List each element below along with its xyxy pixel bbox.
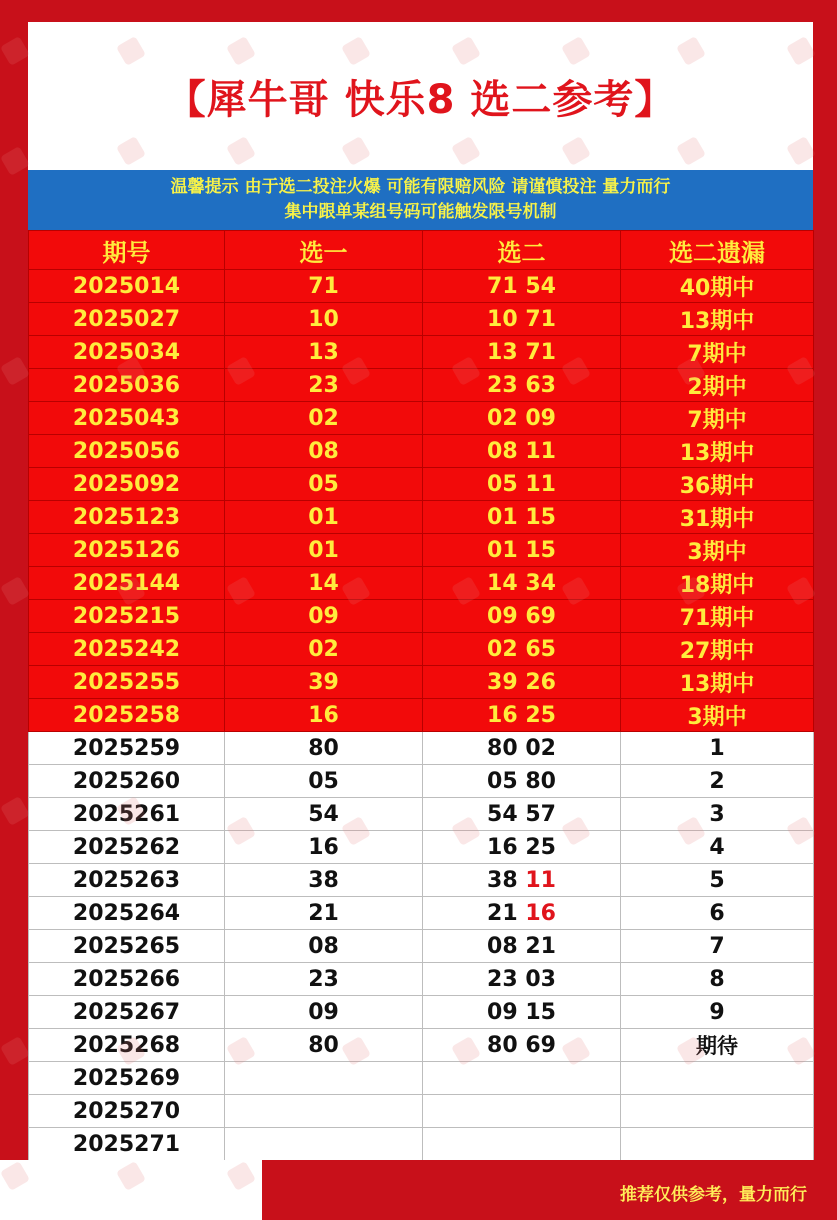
period-cell: 2025056 [29, 435, 225, 468]
page-title: 【犀牛哥 快乐8 选二参考】 [165, 76, 676, 123]
period-cell: 2025264 [29, 897, 225, 930]
miss-cell: 31期中 [621, 501, 814, 534]
miss-cell [621, 1062, 814, 1095]
pick2-first-number: 09 [487, 999, 518, 1025]
pick2-cell: 13 71 [423, 336, 621, 369]
pick1-cell: 01 [225, 501, 423, 534]
pick1-cell [225, 1128, 423, 1161]
pick1-cell: 02 [225, 402, 423, 435]
pick1-cell: 71 [225, 270, 423, 303]
miss-cell: 5 [621, 864, 814, 897]
period-cell: 2025242 [29, 633, 225, 666]
table-row [29, 402, 814, 435]
table-row [29, 963, 814, 996]
table-row [29, 501, 814, 534]
period-cell: 2025043 [29, 402, 225, 435]
pick2-first-number: 23 [487, 966, 518, 992]
pick2-cell [423, 831, 621, 864]
miss-cell: 71期中 [621, 600, 814, 633]
table-row [29, 765, 814, 798]
period-cell: 2025126 [29, 534, 225, 567]
column-header-pick2: 选二 [423, 231, 621, 270]
pick1-cell: 38 [225, 864, 423, 897]
miss-cell: 4 [621, 831, 814, 864]
pick2-second-number: 16 [525, 900, 556, 926]
notice-line-2: 集中跟单某组号码可能触发限号机制 [284, 202, 557, 222]
pick2-first-number: 54 [487, 801, 518, 827]
pick1-cell: 10 [225, 303, 423, 336]
pick2-second-number: 25 [525, 834, 556, 860]
pick1-cell: 09 [225, 600, 423, 633]
miss-cell: 期待 [621, 1029, 814, 1062]
period-cell: 2025255 [29, 666, 225, 699]
pick2-cell [423, 1095, 621, 1128]
miss-cell: 3期中 [621, 699, 814, 732]
table-row [29, 468, 814, 501]
pick2-cell: 14 34 [423, 567, 621, 600]
column-header-pick1: 选一 [225, 231, 423, 270]
frame-right [813, 0, 837, 1220]
pick2-first-number: 80 [487, 735, 518, 761]
period-cell: 2025266 [29, 963, 225, 996]
pick2-cell: 02 09 [423, 402, 621, 435]
pick1-cell: 39 [225, 666, 423, 699]
table-row [29, 435, 814, 468]
period-cell: 2025123 [29, 501, 225, 534]
table-row [29, 1062, 814, 1095]
miss-cell: 40期中 [621, 270, 814, 303]
table-row [29, 1095, 814, 1128]
pick1-cell: 80 [225, 732, 423, 765]
pick2-cell [423, 963, 621, 996]
period-cell: 2025259 [29, 732, 225, 765]
period-cell: 2025267 [29, 996, 225, 1029]
pick1-cell: 16 [225, 699, 423, 732]
pick2-second-number: 11 [525, 867, 556, 893]
period-cell: 2025034 [29, 336, 225, 369]
pick2-cell [423, 1128, 621, 1161]
period-cell: 2025268 [29, 1029, 225, 1062]
column-header-period: 期号 [29, 231, 225, 270]
pick2-cell: 05 11 [423, 468, 621, 501]
period-cell: 2025027 [29, 303, 225, 336]
pick2-cell [423, 864, 621, 897]
pick2-cell [423, 1062, 621, 1095]
pick2-second-number: 57 [525, 801, 556, 827]
table-row [29, 930, 814, 963]
period-cell: 2025258 [29, 699, 225, 732]
pick2-first-number: 38 [487, 867, 518, 893]
column-header-miss: 选二遗漏 [621, 231, 814, 270]
pick2-cell: 01 15 [423, 534, 621, 567]
pick1-cell: 01 [225, 534, 423, 567]
miss-cell: 13期中 [621, 303, 814, 336]
period-cell: 2025014 [29, 270, 225, 303]
pick2-first-number: 05 [487, 768, 518, 794]
pick2-cell: 23 63 [423, 369, 621, 402]
pick1-cell: 16 [225, 831, 423, 864]
period-cell: 2025263 [29, 864, 225, 897]
pick1-cell: 14 [225, 567, 423, 600]
pick1-cell: 08 [225, 435, 423, 468]
miss-cell: 7期中 [621, 402, 814, 435]
table-row [29, 534, 814, 567]
pick2-cell [423, 897, 621, 930]
frame-left [0, 0, 28, 1220]
miss-cell: 36期中 [621, 468, 814, 501]
footer-bar [262, 1160, 837, 1220]
miss-cell: 27期中 [621, 633, 814, 666]
table-row [29, 732, 814, 765]
pick1-cell: 21 [225, 897, 423, 930]
miss-cell: 13期中 [621, 435, 814, 468]
pick2-cell: 10 71 [423, 303, 621, 336]
table-row [29, 633, 814, 666]
table-row [29, 996, 814, 1029]
pick1-cell: 08 [225, 930, 423, 963]
miss-cell [621, 1128, 814, 1161]
miss-cell: 9 [621, 996, 814, 1029]
pick1-cell: 05 [225, 765, 423, 798]
miss-cell: 2 [621, 765, 814, 798]
pick2-cell [423, 996, 621, 1029]
pick2-second-number: 03 [525, 966, 556, 992]
miss-cell: 3期中 [621, 534, 814, 567]
pick2-cell: 02 65 [423, 633, 621, 666]
table-row [29, 303, 814, 336]
pick2-first-number: 16 [487, 834, 518, 860]
table-row [29, 897, 814, 930]
miss-cell: 6 [621, 897, 814, 930]
pick1-cell: 80 [225, 1029, 423, 1062]
pick1-cell: 09 [225, 996, 423, 1029]
pick2-first-number: 08 [487, 933, 518, 959]
period-cell: 2025215 [29, 600, 225, 633]
table-row [29, 1128, 814, 1161]
miss-cell [621, 1095, 814, 1128]
pick2-first-number: 80 [487, 1032, 518, 1058]
miss-cell: 3 [621, 798, 814, 831]
miss-cell: 8 [621, 963, 814, 996]
period-cell: 2025271 [29, 1128, 225, 1161]
period-cell: 2025265 [29, 930, 225, 963]
pick2-cell: 16 25 [423, 699, 621, 732]
table-row [29, 666, 814, 699]
miss-cell: 13期中 [621, 666, 814, 699]
miss-cell: 7期中 [621, 336, 814, 369]
table-row [29, 864, 814, 897]
pick1-cell: 54 [225, 798, 423, 831]
miss-cell: 18期中 [621, 567, 814, 600]
pick2-cell [423, 765, 621, 798]
pick1-cell: 23 [225, 369, 423, 402]
pick2-cell [423, 732, 621, 765]
pick2-cell: 09 69 [423, 600, 621, 633]
pick1-cell: 13 [225, 336, 423, 369]
pick1-cell: 23 [225, 963, 423, 996]
period-cell: 2025262 [29, 831, 225, 864]
table-row [29, 600, 814, 633]
pick2-second-number: 21 [525, 933, 556, 959]
miss-cell: 7 [621, 930, 814, 963]
pick2-second-number: 02 [525, 735, 556, 761]
period-cell: 2025036 [29, 369, 225, 402]
pick2-cell: 01 15 [423, 501, 621, 534]
pick2-second-number: 69 [525, 1032, 556, 1058]
table-row [29, 699, 814, 732]
period-cell: 2025269 [29, 1062, 225, 1095]
period-cell: 2025270 [29, 1095, 225, 1128]
pick2-second-number: 80 [525, 768, 556, 794]
table-body [29, 270, 814, 1161]
pick2-cell: 39 26 [423, 666, 621, 699]
miss-cell: 1 [621, 732, 814, 765]
pick2-cell [423, 930, 621, 963]
miss-cell: 2期中 [621, 369, 814, 402]
notice-line-1: 温馨提示 由于选二投注火爆 可能有限赔风险 请谨慎投注 量力而行 [170, 177, 671, 197]
pick2-second-number: 15 [525, 999, 556, 1025]
pick2-cell: 71 54 [423, 270, 621, 303]
pick1-cell [225, 1062, 423, 1095]
table-header-row [29, 231, 814, 270]
table-row [29, 270, 814, 303]
period-cell: 2025092 [29, 468, 225, 501]
pick1-cell: 02 [225, 633, 423, 666]
warning-notice [28, 170, 813, 230]
period-cell: 2025144 [29, 567, 225, 600]
period-cell: 2025260 [29, 765, 225, 798]
pick2-first-number: 21 [487, 900, 518, 926]
pick1-cell: 05 [225, 468, 423, 501]
period-cell: 2025261 [29, 798, 225, 831]
pick1-cell [225, 1095, 423, 1128]
frame-top [0, 0, 837, 22]
pick2-cell: 08 11 [423, 435, 621, 468]
footer-text: 推荐仅供参考，量力而行 [620, 1185, 807, 1205]
